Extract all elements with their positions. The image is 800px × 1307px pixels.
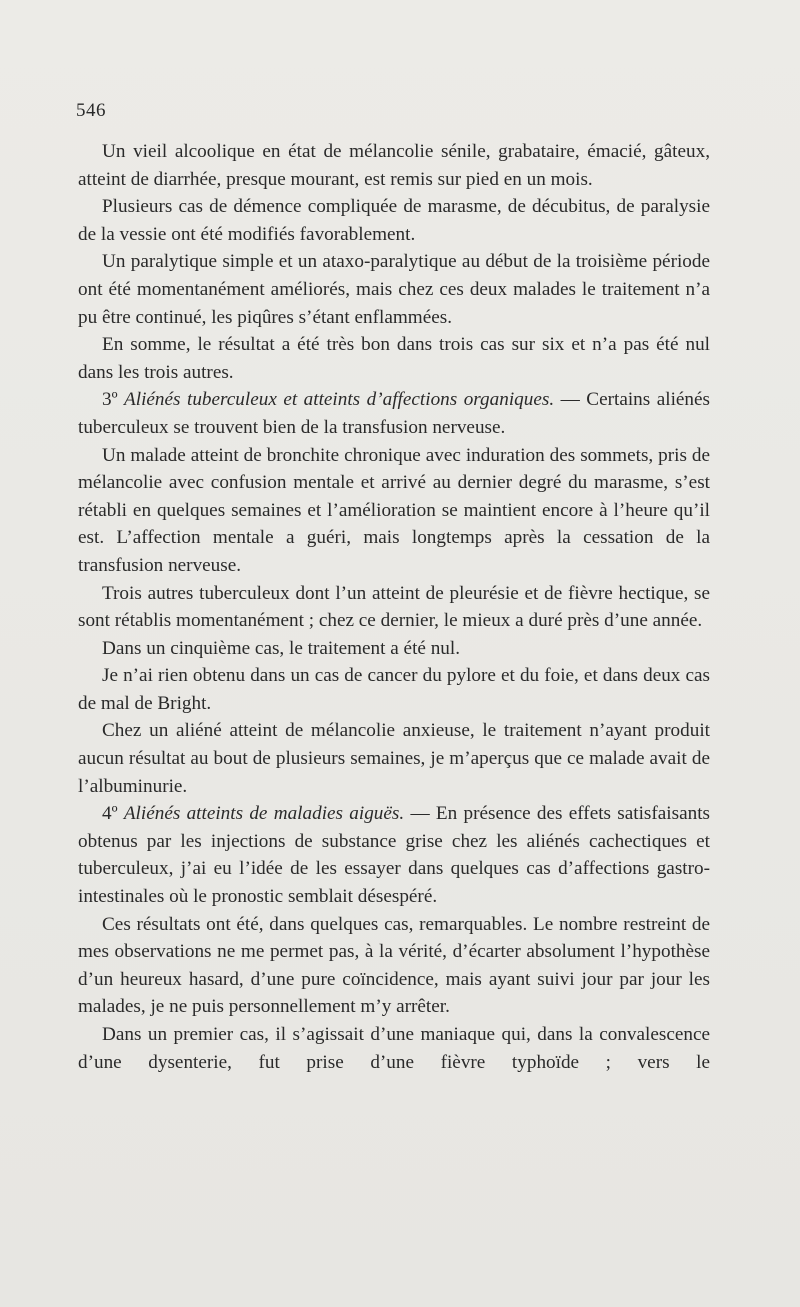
page-number: 546 bbox=[76, 100, 106, 121]
paragraph: En somme, le résultat a été très bon dans trois cas sur six et n’a pas été nul dans les trois autres. bbox=[78, 334, 710, 383]
paragraph: Ces résultats ont été, dans quelques cas, remarquables. Le nombre restreint de mes observations ne me permet pas, à la vérité, d’écarter absolument l’hypothèse d’un heureux hasard, d’une pure coïncidence, mais ayant suivi jour par jour les malades, je ne puis personnellement m’y arrêter. bbox=[78, 913, 710, 1018]
section-title: Aliénés atteints de maladies aiguës. bbox=[123, 803, 405, 825]
paragraph: Un malade atteint de bronchite chronique avec induration des sommets, pris de mélancolie avec confusion mentale et arrivé au dernier degré du marasme, s’est rétabli en quelques semaines et l’amélioration se maintient encore à l’heure qu’il est. L’affection mentale a guéri, mais longtemps après la cessation de la transfusion nerveuse. bbox=[78, 444, 710, 576]
paragraph: Je n’ai rien obtenu dans un cas de cancer du pylore et du foie, et dans deux cas de mal de Bright. bbox=[78, 665, 710, 714]
paragraph: Plusieurs cas de démence compliquée de marasme, de décubitus, de paralysie de la vessie ont été modifiés favorablement. bbox=[78, 196, 710, 245]
body-text bbox=[78, 138, 710, 1076]
paragraph: Un paralytique simple et un ataxo-paralytique au début de la troisième période ont été momentanément améliorés, mais chez ces deux malades le traitement n’a pu être continué, les piqûres s’étant enflammées. bbox=[78, 251, 710, 328]
paragraph: Dans un premier cas, il s’agissait d’une maniaque qui, dans la convalescence d’une dysenterie, fut prise d’une fièvre typhoïde ; vers le bbox=[78, 1024, 710, 1073]
paragraph: Trois autres tuberculeux dont l’un atteint de pleurésie et de fièvre hectique, se sont rétablis momentanément ; chez ce dernier, le mieux a duré près d’une année. bbox=[78, 582, 710, 632]
paragraph: Dans un cinquième cas, le traitement a été nul. bbox=[102, 637, 461, 659]
section-heading-paragraph: 3º Aliénés tuberculeux et atteints d’affections organiques. — Certains aliénés tuberculeux se trouvent bien de la transfusion nerveuse. bbox=[78, 389, 710, 438]
paragraph: Chez un aliéné atteint de mélancolie anxieuse, le traitement n’ayant produit aucun résultat au bout de plusieurs semaines, je m’aperçus que ce malade avait de l’albuminurie. bbox=[78, 720, 710, 797]
paragraph: Un vieil alcoolique en état de mélancolie sénile, grabataire, émacié, gâteux, atteint de diarrhée, presque mourant, est remis sur pied en un mois. bbox=[78, 141, 710, 190]
section-heading-paragraph: 4º Aliénés atteints de maladies aiguës. — En présence des effets satisfaisants obtenus par les injections de substance grise chez les aliénés cachectiques et tuberculeux, j’ai eu l’idée de les essayer dans quelques cas d’affections gastro-intestinales où le pronostic semblait désespéré. bbox=[78, 803, 710, 908]
section-title: Aliénés tuberculeux et atteints d’affections organiques. bbox=[124, 389, 555, 411]
